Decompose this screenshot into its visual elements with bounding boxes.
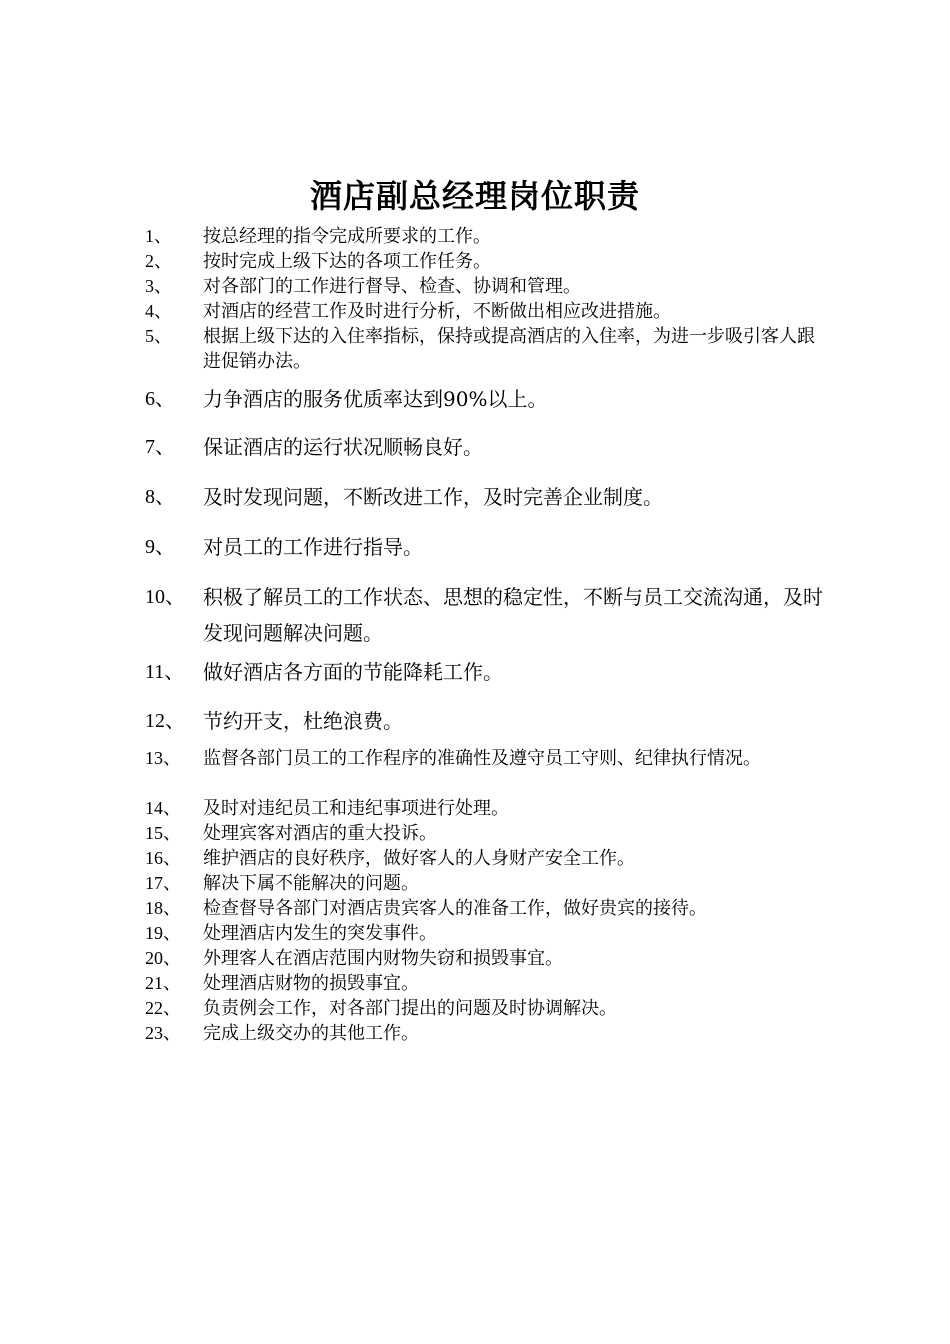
item-number: 16、 xyxy=(145,848,181,868)
item-number: 11、 xyxy=(145,661,185,683)
item-text: 及时发现问题，不断改进工作，及时完善企业制度。 xyxy=(203,485,663,509)
item-text: 力争酒店的服务优质率达到90%以上。 xyxy=(203,387,548,411)
item-number: 19、 xyxy=(145,923,181,943)
item-number: 21、 xyxy=(145,973,181,993)
item-number: 5、 xyxy=(145,326,172,346)
item-number: 20、 xyxy=(145,948,181,968)
item-text: 节约开支，杜绝浪费。 xyxy=(203,709,403,733)
item-text: 对各部门的工作进行督导、检查、协调和管理。 xyxy=(203,276,581,297)
item-text: 处理宾客对酒店的重大投诉。 xyxy=(203,823,437,844)
item-number: 17、 xyxy=(145,873,181,893)
item-number: 1、 xyxy=(145,226,172,246)
item-text: 积极了解员工的工作状态、思想的稳定性，不断与员工交流沟通，及时发现问题解决问题。 xyxy=(203,585,823,645)
item-number: 14、 xyxy=(145,798,181,818)
item-text: 维护酒店的良好秩序，做好客人的人身财产安全工作。 xyxy=(203,848,635,869)
item-number: 13、 xyxy=(145,748,181,768)
item-number: 3、 xyxy=(145,276,172,296)
item-number: 10、 xyxy=(145,586,185,608)
item-number: 7、 xyxy=(145,436,175,458)
item-number: 4、 xyxy=(145,301,172,321)
item-number: 18、 xyxy=(145,898,181,918)
item-number: 2、 xyxy=(145,251,172,271)
item-number: 15、 xyxy=(145,823,181,843)
item-text: 做好酒店各方面的节能降耗工作。 xyxy=(203,660,503,684)
item-text: 按总经理的指令完成所要求的工作。 xyxy=(203,226,491,247)
item-number: 9、 xyxy=(145,536,175,558)
document-title: 酒店副总经理岗位职责 xyxy=(309,177,640,215)
item-text: 完成上级交办的其他工作。 xyxy=(203,1023,419,1044)
item-text: 对酒店的经营工作及时进行分析，不断做出相应改进措施。 xyxy=(203,301,671,322)
item-text: 外理客人在酒店范围内财物失窃和损毁事宜。 xyxy=(203,948,563,969)
item-text: 保证酒店的运行状况顺畅良好。 xyxy=(203,435,483,459)
item-text: 处理酒店内发生的突发事件。 xyxy=(203,923,437,944)
item-text: 根据上级下达的入住率指标，保持或提高酒店的入住率，为进一步吸引客人跟进促销办法。 xyxy=(203,326,815,372)
item-number: 23、 xyxy=(145,1023,181,1043)
item-text: 负责例会工作，对各部门提出的问题及时协调解决。 xyxy=(203,998,617,1019)
item-text: 对员工的工作进行指导。 xyxy=(203,535,423,559)
item-number: 8、 xyxy=(145,486,175,508)
item-text: 按时完成上级下达的各项工作任务。 xyxy=(203,251,491,272)
item-text: 处理酒店财物的损毁事宜。 xyxy=(203,973,419,994)
item-text: 监督各部门员工的工作程序的准确性及遵守员工守则、纪律执行情况。 xyxy=(203,748,761,769)
item-number: 22、 xyxy=(145,998,181,1018)
item-number: 12、 xyxy=(145,710,185,732)
item-text: 检查督导各部门对酒店贵宾客人的准备工作，做好贵宾的接待。 xyxy=(203,898,707,919)
item-text: 及时对违纪员工和违纪事项进行处理。 xyxy=(203,798,509,819)
item-number: 6、 xyxy=(145,388,175,410)
item-text: 解决下属不能解决的问题。 xyxy=(203,873,419,894)
